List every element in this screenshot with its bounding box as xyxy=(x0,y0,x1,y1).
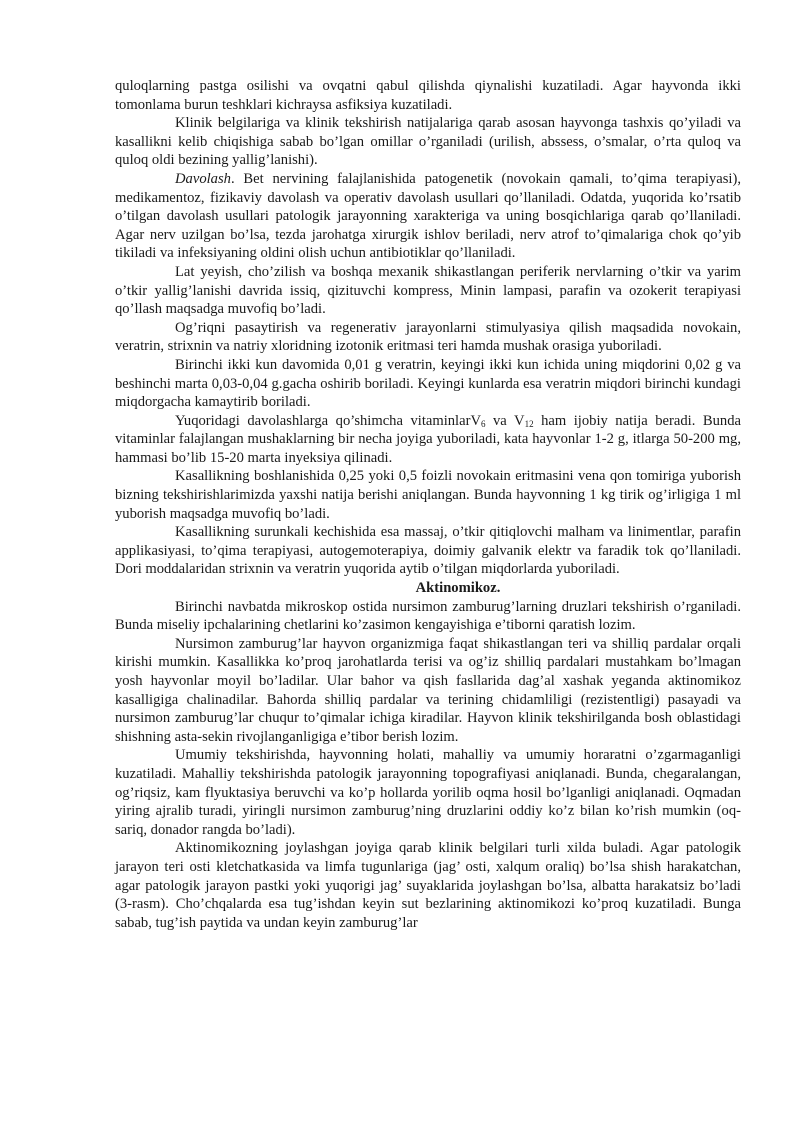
paragraph-5: Og’riqni pasaytirish va regenerativ jarayonlarni stimulyasiya qilish maqsadida novokain, veratrin, strixnin va natriy xloridning izotonik eritmasi teri hamda mushak orasiga yuboriladi. xyxy=(115,319,741,355)
paragraph-2: Klinik belgilariga va klinik tekshirish natijalariga qarab asosan hayvonga tashxis qo’yiladi va kasallikni kelib chiqishiga sabab bo’lgan omillar o’rganiladi (urilish, abssess, o’smalar, o’rta quloq va quloq oldi bezining yallig’lanishi). xyxy=(115,115,741,169)
document-page xyxy=(115,77,741,932)
paragraph-3-text: . Bet nervining falajlanishida patogenetik (novokain qamali, to’qima terapiyasi), medikamentoz, fizikaviy davolash va operativ davolash usullari qo’llaniladi. Odatda, yuqorida ko’rsatib o’tilgan davolash usullari patologik jarayonning xarakteriga va uning bosqichlariga qarab qo’llaniladi. Agar nerv uzilgan bo’lsa, tezda jarohatga xirurgik ishlov beriladi, nerv atrof to’qimalariga chok qo’yib tikiladi va infeksiyaning oldini olish uchun antibiotiklar qo’llaniladi. xyxy=(115,170,741,262)
paragraph-3 xyxy=(115,170,741,263)
paragraph-10: Birinchi navbatda mikroskop ostida nursimon zamburug’larning druzlari tekshirish o’rganiladi. Bunda miseliy ipchalarining chetlarini ko’zasimon kengayishiga e’tiborni qaratish lozim. xyxy=(115,598,741,634)
paragraph-7-mid: va V xyxy=(485,412,525,429)
paragraph-13: Aktinomikozning joylashgan joyiga qarab klinik belgilari turli xilda buladi. Agar patologik jarayon teri osti kletchatkasida va limfa tugunlariga (jag’ osti, xalqum oraliq) bo’lsa shish harakatchan, agar patologik jarayon pastki yoki yuqorigi jag’ suyaklarida joylashgan bo’lsa, albatta harakatsiz bo’ladi (3-rasm). Cho’chqalarda esa tug’ishdan keyin sut bezlarining aktinomikozi ko’proq kuzatiladi. Bunga sabab, tug’ish paytida va undan keyin zamburug’lar xyxy=(115,840,741,931)
paragraph-1: quloqlarning pastga osilishi va ovqatni qabul qilishda qiynalishi kuzatiladi. Agar hayvonda ikki tomonlama burun teshklari kichraysa asfiksiya kuzatiladi. xyxy=(115,78,741,113)
paragraph-11: Nursimon zamburug’lar hayvon organizmiga faqat shikastlangan teri va shilliq pardalar orqali kirishi mumkin. Kasallikka ko’proq jarohatlarda terisi va og’iz shilliq pardalari mustahkam bo’lmagan yosh hayvonlar moyil bo’ladilar. Ular bahor va qish fasllarida dag’al xashak yeganda aktinomikoz kasalligiga chalinadilar. Bahorda shilliq pardalar va terining chidamliligi (rezistentligi) pasayadi va nursimon zamburug’lar chuqur to’qimalar ichiga kiradilar. Hayvon klinik tekshirilganda bosh oblastidagi shishning asta-sekin rivojlanganligiga e’tibor berish lozim. xyxy=(115,635,741,745)
paragraph-7 xyxy=(115,412,741,468)
paragraph-9: Kasallikning surunkali kechishida esa massaj, o’tkir qitiqlovchi malham va linimentlar, parafin applikasiyasi, to’qima terapiyasi, autogemoterapiya, doimiy galvanik elektr va faradik tok qo’llaniladi. Dori moddalaridan strixnin va veratrin yuqorida aytib o’tilgan miqdorlarda yuboriladi. xyxy=(115,524,741,578)
paragraph-6: Birinchi ikki kun davomida 0,01 g veratrin, keyingi ikki kun ichida uning miqdorini 0,02 g va beshinchi marta 0,03-0,04 g.gacha oshirib boriladi. Keyingi kunlarda esa veratrin miqdori birinchi kundagi miqdorgacha kamaytirib boriladi. xyxy=(115,356,741,411)
paragraph-7-end: ham ijobiy natija beradi. Bunda vitaminlar falajlangan mushaklarning bir necha joyiga yuboriladi, kata hayvonlar 1-2 g, itlarga 50-200 mg, hammasi bo’lib 15-20 marta inyeksiya qilinadi. xyxy=(115,412,741,466)
section-heading: Aktinomikoz. xyxy=(415,580,501,597)
vitamin-subscript-6: 6 xyxy=(480,418,486,429)
paragraph-12: Umumiy tekshirishda, hayvonning holati, mahalliy va umumiy horaratni o’zgarmaganligi kuzatiladi. Mahalliy tekshirishda patologik jarayonning topografiyasi aniqlanadi. Bunda, chegaralangan, og’riqsiz, kam flyuktasiya beruvchi va ko’p hollarda yorilib oqma hosil bo’lganligi aniqlanadi. Oqmadan yiring ajralib turadi, yiringli nursimon zamburug’ning druzlarini oddiy ko’z bilan ko’rish mumkin (oq-sariq, donador rangda bo’ladi). xyxy=(115,747,741,838)
vitamin-subscript-12: 12 xyxy=(524,418,534,429)
paragraph-4: Lat yeyish, cho’zilish va boshqa mexanik shikastlangan periferik nervlarning o’tkir va yarim o’tkir yallig’lanishi davrida issiq, qizituvchi kompress, Minin lampasi, parafin va ozokerit terapiyasi qo’llash maqsadga muvofiq bo’ladi. xyxy=(115,263,741,318)
treatment-label: Davolash xyxy=(175,170,231,187)
paragraph-8: Kasallikning boshlanishida 0,25 yoki 0,5 foizli novokain eritmasini vena qon tomiriga yuborish bizning tekshirishlarimizda yaxshi natija berishi aniqlangan. Bunda hayvonning 1 kg tirik og’irligiga 1 ml yuborish maqsadga muvofiq bo’ladi. xyxy=(115,468,741,522)
paragraph-7-start: Yuqoridagi davolashlarga qo’shimcha vitaminlarV xyxy=(175,412,481,429)
